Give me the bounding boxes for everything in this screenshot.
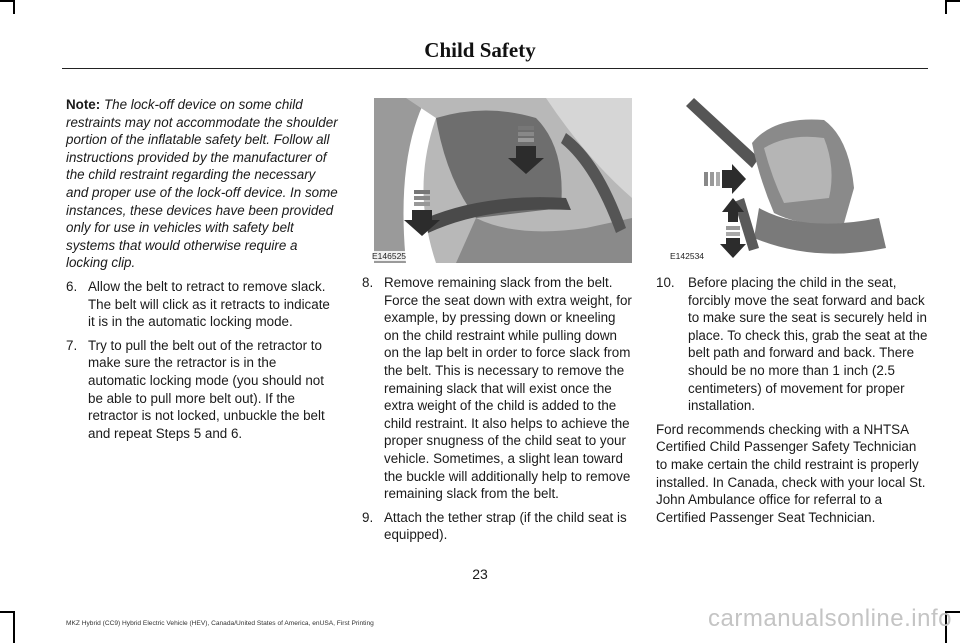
right-column — [656, 274, 928, 532]
step-text: Remove remaining slack from the belt. Force the seat down with extra weight, for example, by pressing down or kneeling on the child restraint while pulling down on the lap belt in order to force slack from the belt. This is necessary to remove the remaining slack that will exist once the extra weight of the child is added to the child restraint. It also helps to achieve the proper snugness of the child seat to your vehicle. Sometimes, a slight lean toward the buckle will additionally help to remove remaining slack from the belt. — [384, 275, 632, 502]
child-seat-illustration — [664, 98, 932, 263]
page-title: Child Safety — [424, 38, 536, 62]
crop-mark — [945, 0, 947, 14]
step-number: 9. — [362, 509, 374, 525]
step-number: 10. — [656, 275, 675, 290]
step-6 — [66, 278, 338, 331]
step-8 — [362, 274, 632, 503]
watermark: carmanualsonline.info — [708, 605, 952, 632]
step-7 — [66, 337, 338, 443]
step-number: 8. — [362, 275, 374, 290]
crop-mark — [0, 611, 14, 613]
step-text: Try to pull the belt out of the retractor to make sure the retractor is in the automatic locking mode (you should not be able to pull more belt out). If the retractor is not locked, unbuckle the belt and repeat Steps 5 and 6. — [88, 337, 325, 441]
child-seat-illustration — [366, 98, 632, 263]
step-9 — [362, 509, 632, 544]
page-number: 23 — [472, 566, 488, 582]
child-seat-figure-1 — [366, 98, 632, 263]
crop-mark — [13, 0, 15, 14]
note-paragraph — [66, 96, 338, 272]
step-text: Allow the belt to retract to remove slack. The belt will click as it retracts to indicate it is in the automatic locking mode. — [88, 278, 330, 330]
step-text: Before placing the child in the seat, forcibly move the seat forward and back to make sure the seat is securely held in place. To check this, grab the seat at the belt path and forward and back. There should be no more than 1 inch (2.5 centimeters) of movement for proper installation. — [688, 275, 928, 414]
step-text: Attach the tether strap (if the child seat is equipped). — [384, 509, 627, 543]
middle-column — [362, 274, 632, 550]
left-column — [66, 96, 338, 448]
footer-text: MKZ Hybrid (CC9) Hybrid Electric Vehicle (HEV), Canada/United States of America, enUSA, First Printing — [66, 620, 374, 627]
note-text: The lock-off device on some child restraints may not accommodate the shoulder portion of the inflatable safety belt. Follow all instructions provided by the manufacturer of the child restraint regarding the necessary and proper use of the lock-off device. In some instances, these devices have been provided only for use in vehicles with safety belt systems that would otherwise require a locking clip. — [66, 97, 338, 271]
figure-id: E146525 — [372, 251, 407, 261]
step-10 — [656, 274, 928, 415]
recommendation-paragraph: Ford recommends checking with a NHTSA Certified Child Passenger Safety Technician to make certain the child restraint is properly installed. In Canada, check with your local St. John Ambulance office for referral to a Certified Passenger Seat Technician. — [656, 421, 926, 525]
crop-mark — [946, 0, 960, 2]
figure-id: E142534 — [670, 251, 705, 261]
crop-mark — [13, 611, 15, 643]
crop-mark — [0, 0, 14, 2]
child-seat-figure-2 — [664, 98, 932, 263]
step-number: 6. — [66, 278, 78, 294]
step-number: 7. — [66, 337, 78, 353]
note-label: Note: — [66, 97, 101, 112]
header-rule — [62, 68, 928, 69]
